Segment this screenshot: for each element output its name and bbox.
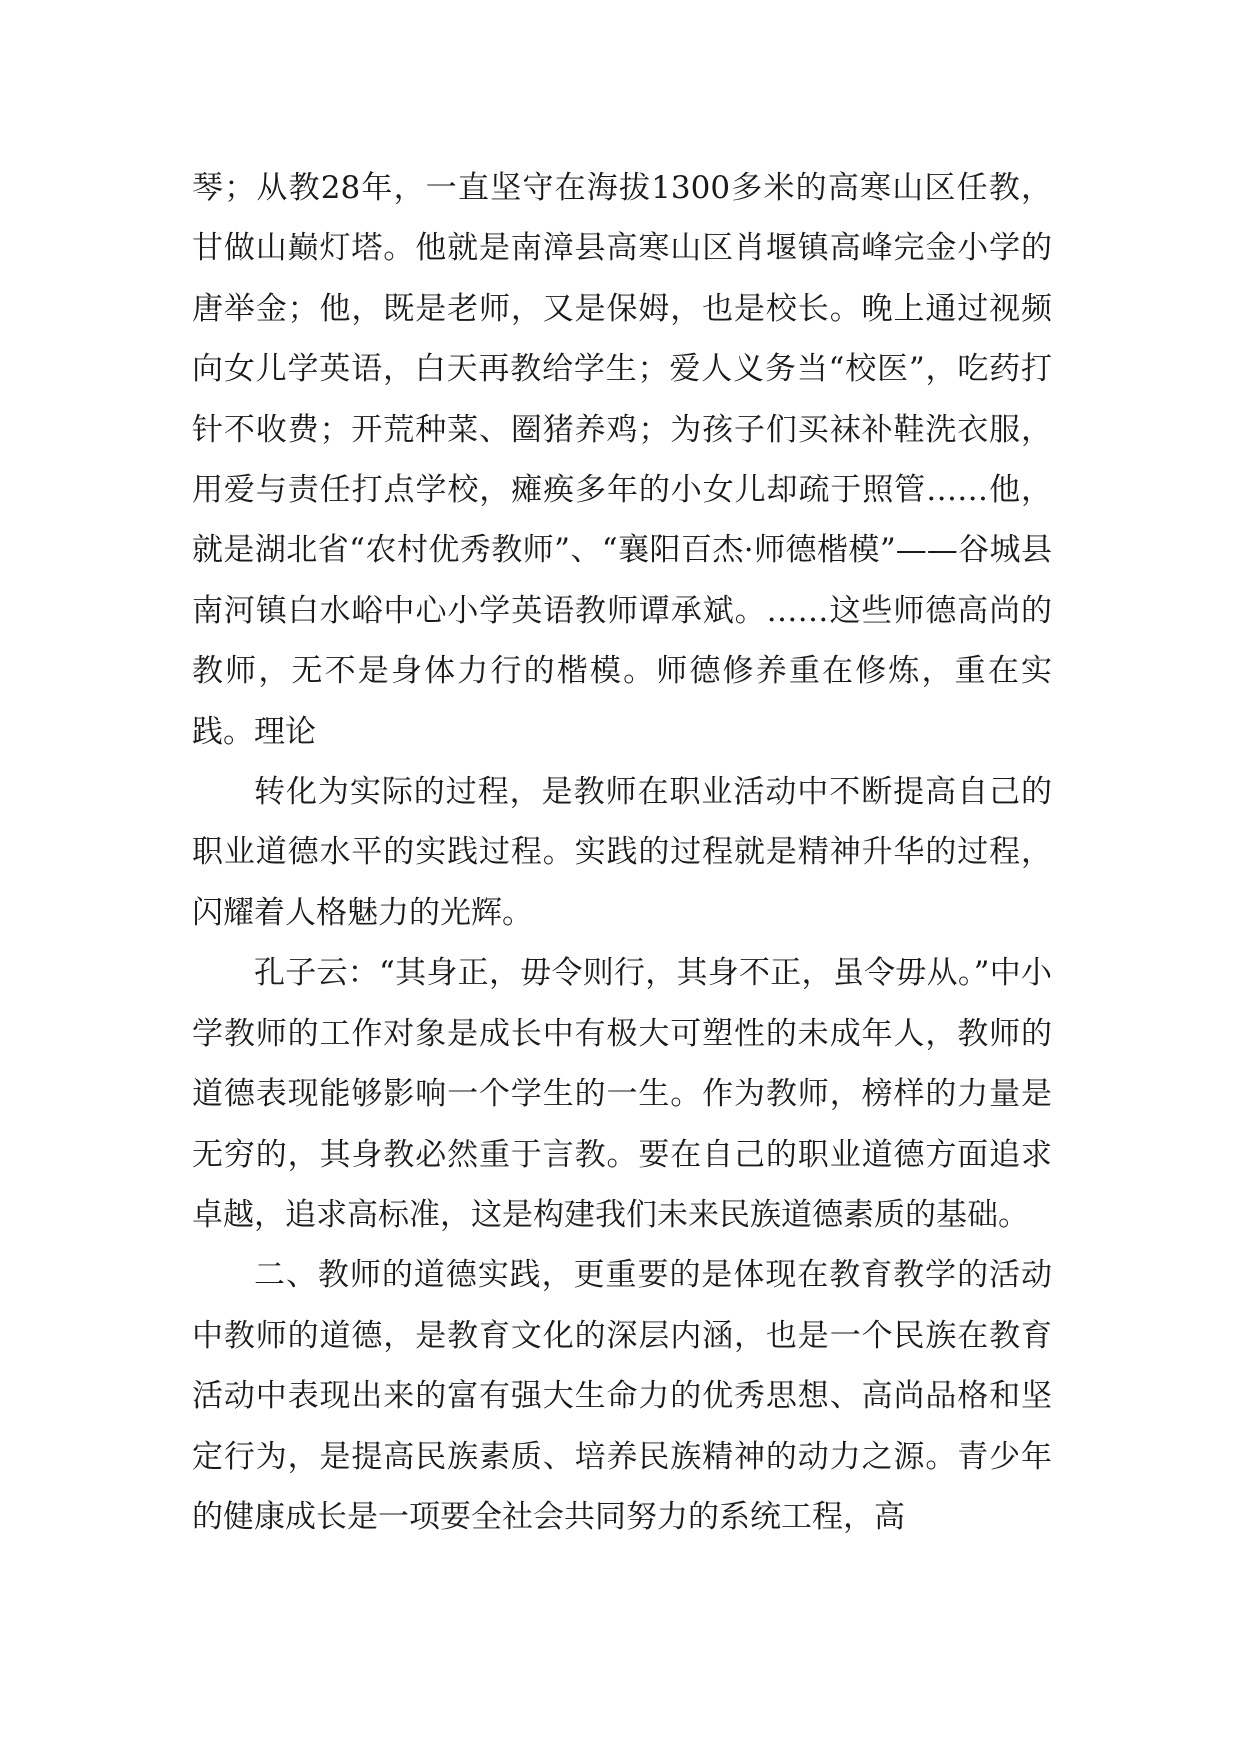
paragraph-3: 孔子云：“其身正，毋令则行，其身不正，虽令毋从。”中小学教师的工作对象是成长中有极大可塑性的未成年人，教师的道德表现能够影响一个学生的一生。作为教师，榜样的力量是无穷的，其身教必然重于言教。要在自己的职业道德方面追求卓越，追求高标准，这是构建我们未来民族道德素质的基础。 (192, 955, 1052, 1233)
paragraph-2: 转化为实际的过程，是教师在职业活动中不断提高自己的职业道德水平的实践过程。实践的过程就是精神升华的过程，闪耀着人格魅力的光辉。 (192, 774, 1052, 931)
paragraph-4: 二、教师的道德实践，更重要的是体现在教育教学的活动中教师的道德，是教育文化的深层内涵，也是一个民族在教育活动中表现出来的富有强大生命力的优秀思想、高尚品格和坚定行为，是提高民族素质、培养民族精神的动力之源。青少年的健康成长是一项要全社会共同努力的系统工程，高 (192, 1257, 1052, 1535)
document-body (192, 158, 1052, 1547)
paragraph-1: 琴；从教28年，一直坚守在海拔1300多米的高寒山区任教，甘做山巅灯塔。他就是南漳县高寒山区肖堰镇高峰完金小学的唐举金；他，既是老师，又是保姆，也是校长。晚上通过视频向女儿学英语，白天再教给学生；爱人义务当“校医”，吃药打针不收费；开荒种菜、圈猪养鸡；为孩子们买袜补鞋洗衣服，用爱与责任打点学校，瘫痪多年的小女儿却疏于照管……他，就是湖北省“农村优秀教师”、“襄阳百杰·师德楷模”——谷城县南河镇白水峪中心小学英语教师谭承斌。……这些师德高尚的教师，无不是身体力行的楷模。师德修养重在修炼，重在实践。理论 (192, 170, 1052, 750)
